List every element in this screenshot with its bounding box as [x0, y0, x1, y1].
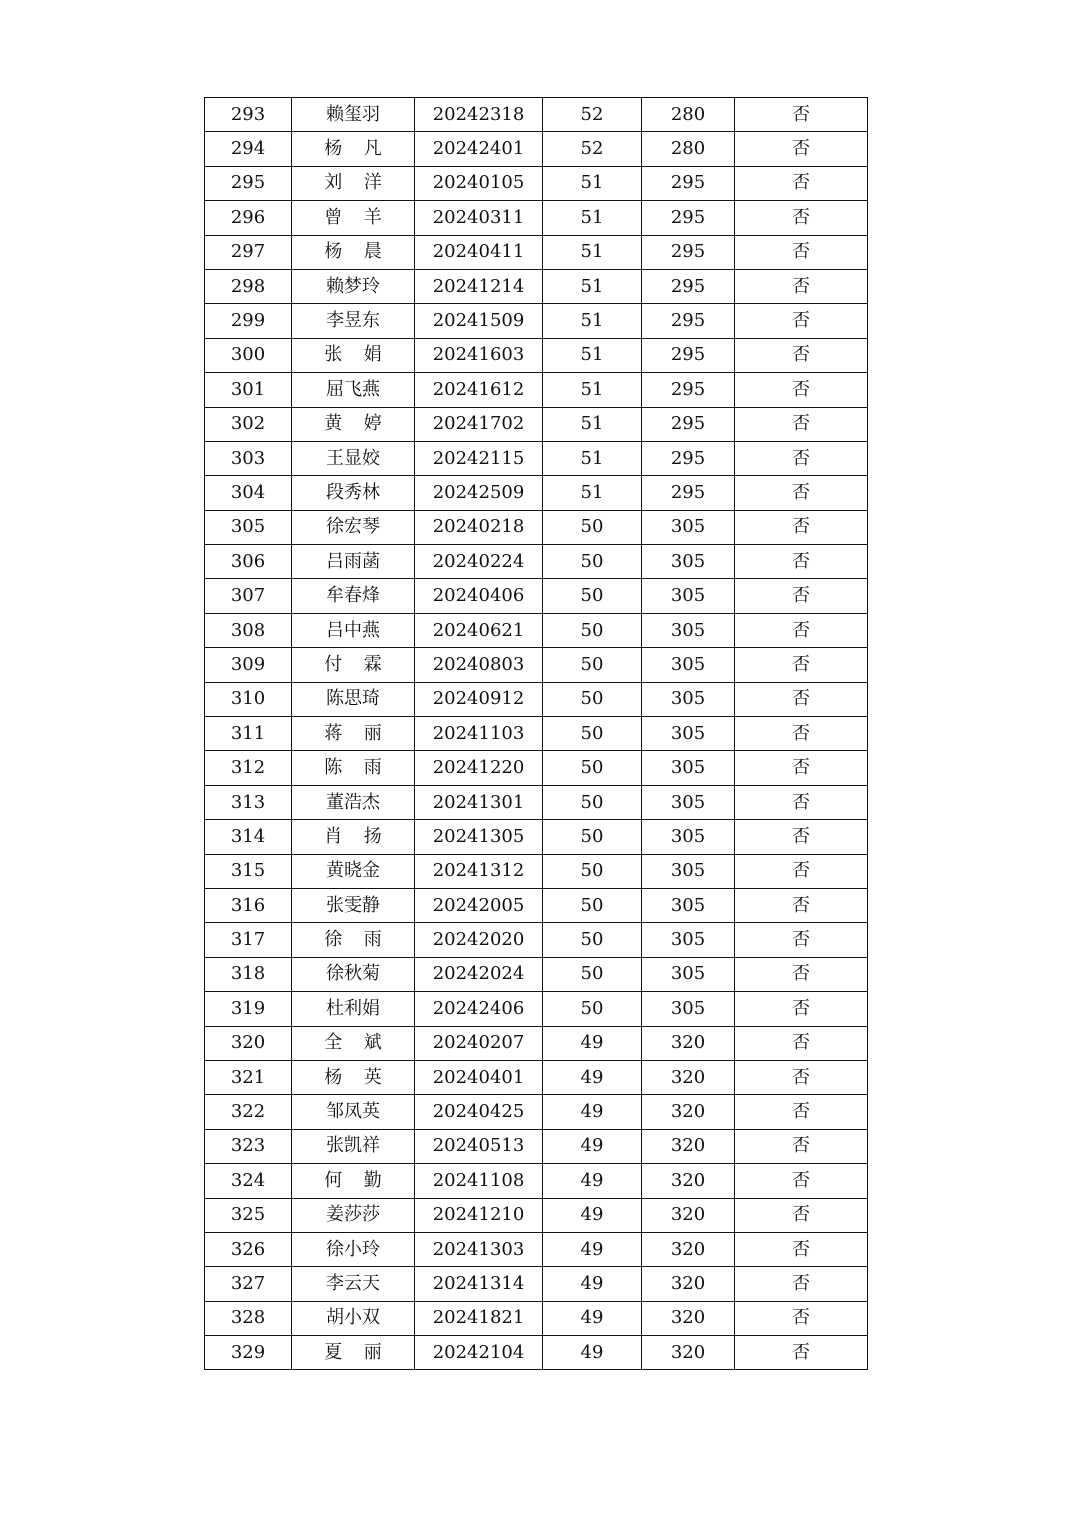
rank-cell: 305 [642, 820, 735, 854]
table-row [205, 1198, 868, 1232]
exam-id-cell: 20241103 [415, 717, 543, 751]
name-cell: 杨凡 [292, 132, 415, 166]
score-cell: 50 [543, 613, 642, 647]
table-row [205, 235, 868, 269]
exam-id-cell: 20242104 [415, 1336, 543, 1370]
rank-cell: 320 [642, 1060, 735, 1094]
row-number-cell: 323 [205, 1129, 292, 1163]
row-number-cell: 308 [205, 613, 292, 647]
rank-cell: 305 [642, 510, 735, 544]
status-cell: 否 [735, 785, 868, 819]
exam-id-cell: 20240621 [415, 613, 543, 647]
row-number-cell: 325 [205, 1198, 292, 1232]
exam-id-cell: 20240513 [415, 1129, 543, 1163]
name-cell: 徐秋菊 [292, 957, 415, 991]
score-cell: 51 [543, 201, 642, 235]
score-cell: 49 [543, 1060, 642, 1094]
exam-id-cell: 20241305 [415, 820, 543, 854]
table-row [205, 1301, 868, 1335]
row-number-cell: 297 [205, 235, 292, 269]
exam-id-cell: 20241214 [415, 269, 543, 303]
table-row [205, 476, 868, 510]
status-cell: 否 [735, 98, 868, 132]
status-cell: 否 [735, 304, 868, 338]
status-cell: 否 [735, 373, 868, 407]
table-row [205, 441, 868, 475]
row-number-cell: 306 [205, 545, 292, 579]
name-cell: 杜利娟 [292, 992, 415, 1026]
rank-cell: 320 [642, 1336, 735, 1370]
rank-cell: 320 [642, 1129, 735, 1163]
score-cell: 50 [543, 785, 642, 819]
name-cell: 赖梦玲 [292, 269, 415, 303]
row-number-cell: 317 [205, 923, 292, 957]
name-cell: 牟春烽 [292, 579, 415, 613]
exam-id-cell: 20241612 [415, 373, 543, 407]
score-cell: 49 [543, 1198, 642, 1232]
table-row [205, 1164, 868, 1198]
exam-id-cell: 20241314 [415, 1267, 543, 1301]
rank-cell: 305 [642, 785, 735, 819]
name-cell: 邹凤英 [292, 1095, 415, 1129]
name-cell: 黄晓金 [292, 854, 415, 888]
table-row [205, 648, 868, 682]
rank-cell: 305 [642, 888, 735, 922]
status-cell: 否 [735, 201, 868, 235]
table-row [205, 132, 868, 166]
name-cell: 屈飞燕 [292, 373, 415, 407]
row-number-cell: 293 [205, 98, 292, 132]
score-cell: 50 [543, 510, 642, 544]
score-cell: 50 [543, 888, 642, 922]
row-number-cell: 327 [205, 1267, 292, 1301]
name-cell: 曾羊 [292, 201, 415, 235]
status-cell: 否 [735, 1129, 868, 1163]
rank-cell: 320 [642, 1232, 735, 1266]
table-row [205, 304, 868, 338]
exam-id-cell: 20240224 [415, 545, 543, 579]
score-cell: 52 [543, 98, 642, 132]
name-cell: 段秀林 [292, 476, 415, 510]
score-cell: 50 [543, 820, 642, 854]
rank-cell: 305 [642, 717, 735, 751]
table-row [205, 1060, 868, 1094]
row-number-cell: 310 [205, 682, 292, 716]
name-cell: 张娟 [292, 338, 415, 372]
name-cell: 李昱东 [292, 304, 415, 338]
score-cell: 51 [543, 235, 642, 269]
status-cell: 否 [735, 1336, 868, 1370]
row-number-cell: 321 [205, 1060, 292, 1094]
row-number-cell: 324 [205, 1164, 292, 1198]
table-row [205, 579, 868, 613]
table-row [205, 1095, 868, 1129]
row-number-cell: 320 [205, 1026, 292, 1060]
table-row [205, 545, 868, 579]
row-number-cell: 319 [205, 992, 292, 1026]
table-row [205, 992, 868, 1026]
score-cell: 50 [543, 923, 642, 957]
rank-cell: 295 [642, 338, 735, 372]
row-number-cell: 296 [205, 201, 292, 235]
results-table-body [205, 98, 868, 1370]
status-cell: 否 [735, 751, 868, 785]
row-number-cell: 318 [205, 957, 292, 991]
rank-cell: 320 [642, 1267, 735, 1301]
rank-cell: 320 [642, 1095, 735, 1129]
row-number-cell: 328 [205, 1301, 292, 1335]
status-cell: 否 [735, 235, 868, 269]
row-number-cell: 312 [205, 751, 292, 785]
table-row [205, 613, 868, 647]
score-cell: 49 [543, 1026, 642, 1060]
name-cell: 何勤 [292, 1164, 415, 1198]
status-cell: 否 [735, 579, 868, 613]
name-cell: 王显姣 [292, 441, 415, 475]
status-cell: 否 [735, 613, 868, 647]
score-cell: 51 [543, 373, 642, 407]
table-row [205, 201, 868, 235]
name-cell: 肖扬 [292, 820, 415, 854]
table-row [205, 888, 868, 922]
row-number-cell: 302 [205, 407, 292, 441]
row-number-cell: 294 [205, 132, 292, 166]
table-row [205, 820, 868, 854]
exam-id-cell: 20240411 [415, 235, 543, 269]
score-cell: 50 [543, 682, 642, 716]
exam-id-cell: 20240425 [415, 1095, 543, 1129]
rank-cell: 295 [642, 373, 735, 407]
name-cell: 董浩杰 [292, 785, 415, 819]
status-cell: 否 [735, 957, 868, 991]
table-row [205, 1129, 868, 1163]
row-number-cell: 329 [205, 1336, 292, 1370]
exam-id-cell: 20241108 [415, 1164, 543, 1198]
status-cell: 否 [735, 1095, 868, 1129]
name-cell: 刘洋 [292, 166, 415, 200]
exam-id-cell: 20242401 [415, 132, 543, 166]
table-row [205, 854, 868, 888]
name-cell: 全斌 [292, 1026, 415, 1060]
score-cell: 51 [543, 166, 642, 200]
row-number-cell: 316 [205, 888, 292, 922]
table-row [205, 269, 868, 303]
row-number-cell: 299 [205, 304, 292, 338]
score-cell: 49 [543, 1095, 642, 1129]
name-cell: 陈思琦 [292, 682, 415, 716]
rank-cell: 305 [642, 613, 735, 647]
row-number-cell: 315 [205, 854, 292, 888]
score-cell: 51 [543, 441, 642, 475]
rank-cell: 280 [642, 132, 735, 166]
status-cell: 否 [735, 1267, 868, 1301]
exam-id-cell: 20241702 [415, 407, 543, 441]
status-cell: 否 [735, 510, 868, 544]
exam-id-cell: 20241312 [415, 854, 543, 888]
rank-cell: 305 [642, 923, 735, 957]
exam-id-cell: 20241603 [415, 338, 543, 372]
status-cell: 否 [735, 338, 868, 372]
table-row [205, 1336, 868, 1370]
status-cell: 否 [735, 888, 868, 922]
score-cell: 50 [543, 545, 642, 579]
table-row [205, 1232, 868, 1266]
rank-cell: 305 [642, 648, 735, 682]
name-cell: 付霖 [292, 648, 415, 682]
score-cell: 51 [543, 338, 642, 372]
exam-id-cell: 20242509 [415, 476, 543, 510]
exam-id-cell: 20240401 [415, 1060, 543, 1094]
score-cell: 51 [543, 407, 642, 441]
score-cell: 50 [543, 992, 642, 1026]
row-number-cell: 303 [205, 441, 292, 475]
rank-cell: 295 [642, 201, 735, 235]
rank-cell: 295 [642, 476, 735, 510]
score-cell: 50 [543, 717, 642, 751]
score-cell: 49 [543, 1336, 642, 1370]
score-cell: 49 [543, 1129, 642, 1163]
name-cell: 吕中燕 [292, 613, 415, 647]
table-row [205, 957, 868, 991]
status-cell: 否 [735, 923, 868, 957]
exam-id-cell: 20240311 [415, 201, 543, 235]
status-cell: 否 [735, 1164, 868, 1198]
name-cell: 夏丽 [292, 1336, 415, 1370]
row-number-cell: 314 [205, 820, 292, 854]
status-cell: 否 [735, 1232, 868, 1266]
exam-id-cell: 20240803 [415, 648, 543, 682]
exam-id-cell: 20241220 [415, 751, 543, 785]
row-number-cell: 300 [205, 338, 292, 372]
score-cell: 50 [543, 751, 642, 785]
status-cell: 否 [735, 1060, 868, 1094]
status-cell: 否 [735, 407, 868, 441]
name-cell: 杨英 [292, 1060, 415, 1094]
rank-cell: 305 [642, 992, 735, 1026]
row-number-cell: 309 [205, 648, 292, 682]
table-row [205, 338, 868, 372]
exam-id-cell: 20240105 [415, 166, 543, 200]
rank-cell: 295 [642, 166, 735, 200]
exam-id-cell: 20242406 [415, 992, 543, 1026]
status-cell: 否 [735, 1198, 868, 1232]
status-cell: 否 [735, 476, 868, 510]
status-cell: 否 [735, 441, 868, 475]
exam-id-cell: 20242024 [415, 957, 543, 991]
rank-cell: 295 [642, 304, 735, 338]
name-cell: 徐雨 [292, 923, 415, 957]
status-cell: 否 [735, 269, 868, 303]
name-cell: 徐小玲 [292, 1232, 415, 1266]
score-cell: 49 [543, 1267, 642, 1301]
exam-id-cell: 20241303 [415, 1232, 543, 1266]
row-number-cell: 307 [205, 579, 292, 613]
rank-cell: 295 [642, 235, 735, 269]
score-cell: 51 [543, 269, 642, 303]
row-number-cell: 305 [205, 510, 292, 544]
row-number-cell: 326 [205, 1232, 292, 1266]
name-cell: 黄婷 [292, 407, 415, 441]
rank-cell: 305 [642, 854, 735, 888]
status-cell: 否 [735, 854, 868, 888]
exam-id-cell: 20242005 [415, 888, 543, 922]
exam-id-cell: 20241301 [415, 785, 543, 819]
table-row [205, 407, 868, 441]
score-cell: 49 [543, 1232, 642, 1266]
status-cell: 否 [735, 717, 868, 751]
exam-id-cell: 20242318 [415, 98, 543, 132]
name-cell: 吕雨菡 [292, 545, 415, 579]
results-table [204, 97, 868, 1370]
rank-cell: 305 [642, 545, 735, 579]
score-cell: 50 [543, 579, 642, 613]
score-cell: 49 [543, 1164, 642, 1198]
status-cell: 否 [735, 545, 868, 579]
name-cell: 赖玺羽 [292, 98, 415, 132]
rank-cell: 320 [642, 1301, 735, 1335]
status-cell: 否 [735, 1301, 868, 1335]
exam-id-cell: 20240912 [415, 682, 543, 716]
name-cell: 姜莎莎 [292, 1198, 415, 1232]
rank-cell: 320 [642, 1198, 735, 1232]
rank-cell: 320 [642, 1164, 735, 1198]
status-cell: 否 [735, 648, 868, 682]
exam-id-cell: 20242020 [415, 923, 543, 957]
score-cell: 50 [543, 957, 642, 991]
rank-cell: 280 [642, 98, 735, 132]
exam-id-cell: 20241509 [415, 304, 543, 338]
name-cell: 陈雨 [292, 751, 415, 785]
status-cell: 否 [735, 166, 868, 200]
name-cell: 杨晨 [292, 235, 415, 269]
rank-cell: 305 [642, 682, 735, 716]
score-cell: 51 [543, 476, 642, 510]
status-cell: 否 [735, 820, 868, 854]
exam-id-cell: 20242115 [415, 441, 543, 475]
exam-id-cell: 20240218 [415, 510, 543, 544]
row-number-cell: 301 [205, 373, 292, 407]
row-number-cell: 313 [205, 785, 292, 819]
rank-cell: 305 [642, 579, 735, 613]
table-row [205, 923, 868, 957]
score-cell: 51 [543, 304, 642, 338]
row-number-cell: 298 [205, 269, 292, 303]
table-row [205, 166, 868, 200]
rank-cell: 295 [642, 269, 735, 303]
rank-cell: 305 [642, 957, 735, 991]
exam-id-cell: 20241210 [415, 1198, 543, 1232]
table-row [205, 98, 868, 132]
table-row [205, 785, 868, 819]
table-row [205, 751, 868, 785]
table-row [205, 1026, 868, 1060]
exam-id-cell: 20240207 [415, 1026, 543, 1060]
score-cell: 50 [543, 854, 642, 888]
table-row [205, 1267, 868, 1301]
name-cell: 张雯静 [292, 888, 415, 922]
exam-id-cell: 20240406 [415, 579, 543, 613]
status-cell: 否 [735, 682, 868, 716]
row-number-cell: 311 [205, 717, 292, 751]
row-number-cell: 322 [205, 1095, 292, 1129]
rank-cell: 295 [642, 441, 735, 475]
status-cell: 否 [735, 992, 868, 1026]
score-cell: 49 [543, 1301, 642, 1335]
status-cell: 否 [735, 1026, 868, 1060]
table-row [205, 510, 868, 544]
name-cell: 胡小双 [292, 1301, 415, 1335]
exam-id-cell: 20241821 [415, 1301, 543, 1335]
name-cell: 蒋丽 [292, 717, 415, 751]
score-cell: 50 [543, 648, 642, 682]
name-cell: 徐宏琴 [292, 510, 415, 544]
table-row [205, 682, 868, 716]
table-row [205, 373, 868, 407]
rank-cell: 305 [642, 751, 735, 785]
row-number-cell: 304 [205, 476, 292, 510]
name-cell: 张凯祥 [292, 1129, 415, 1163]
rank-cell: 295 [642, 407, 735, 441]
status-cell: 否 [735, 132, 868, 166]
table-row [205, 717, 868, 751]
name-cell: 李云天 [292, 1267, 415, 1301]
row-number-cell: 295 [205, 166, 292, 200]
score-cell: 52 [543, 132, 642, 166]
rank-cell: 320 [642, 1026, 735, 1060]
